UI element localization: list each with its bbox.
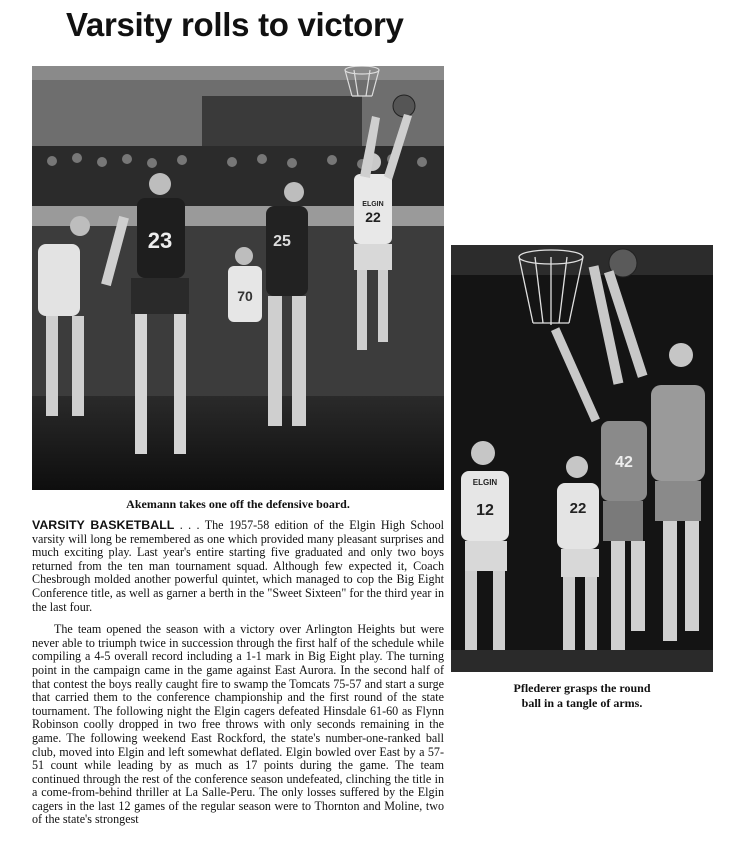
photo-caption	[451, 681, 713, 711]
jersey-number: 25	[273, 233, 291, 250]
jersey-number: 12	[476, 502, 494, 519]
caption-line: ball in a tangle of arms.	[521, 696, 643, 710]
article-paragraph: The team opened the season with a victory over Arlington Heights but were never able to triumph twice in succession through the first half of the schedule while compiling a 4-5 overall record including a 1-1 mark in Big Eight play. The turning point in the campaign came in the game against East Aurora. In the second half of that contest the boys really caught fire to swamp the Tomcats 75-57 and start a surge that carried them to the conference championship and the first round of the state tournament. The following night the Elgin cagers defeated Hinsdale 61-60 as Flynn Robinson coolly dropped in two free throws with only seconds remaining in the game. The following weekend East Rockford, the state's number-one-ranked ball club, moved into Elgin and left somewhat deflated. Elgin bowled over East by a 57-51 count while leading by as much as 17 points during the game. The team continued through the rest of the conference season undefeated, clinching the title in a come-from-behind thriller at La Salle-Peru. The only losses suffered by the Elgin cagers in the last 12 games of the regular season were to Thornton and Moline, two of the state's strongest	[32, 622, 444, 827]
page-title: Varsity rolls to victory	[66, 6, 404, 43]
photo-rebound	[32, 66, 444, 490]
article-text: . . . The 1957-58 edition of the Elgin High School varsity will long be remembered as one which provided many pleasant surprises and much exciting play. Last year's entire starting five graduated and only two boys returned from the ten man tournament squad. Although few expected it, Coach Chesbrough molded another powerful quintet, which managed to cop the Big Eight Conference title, as well as garner a berth in the "Sweet Sixteen" for the third year in the last four.	[32, 518, 444, 614]
article-lead: VARSITY BASKETBALL	[32, 518, 175, 532]
jersey-number: 70	[237, 288, 253, 304]
jersey-number: 22	[569, 500, 587, 517]
photo-caption: Akemann takes one off the defensive board.	[126, 497, 350, 511]
jersey-team-label: ELGIN	[362, 201, 384, 208]
article-paragraph	[32, 519, 444, 614]
jersey-team-label: ELGIN	[472, 478, 498, 487]
jersey-number: 23	[147, 228, 173, 253]
caption-line: Pflederer grasps the round	[513, 681, 651, 695]
article-body	[32, 519, 444, 827]
jersey-number: 42	[615, 454, 633, 471]
jersey-number: 22	[365, 209, 381, 225]
photo-tangle-of-arms	[451, 245, 713, 672]
